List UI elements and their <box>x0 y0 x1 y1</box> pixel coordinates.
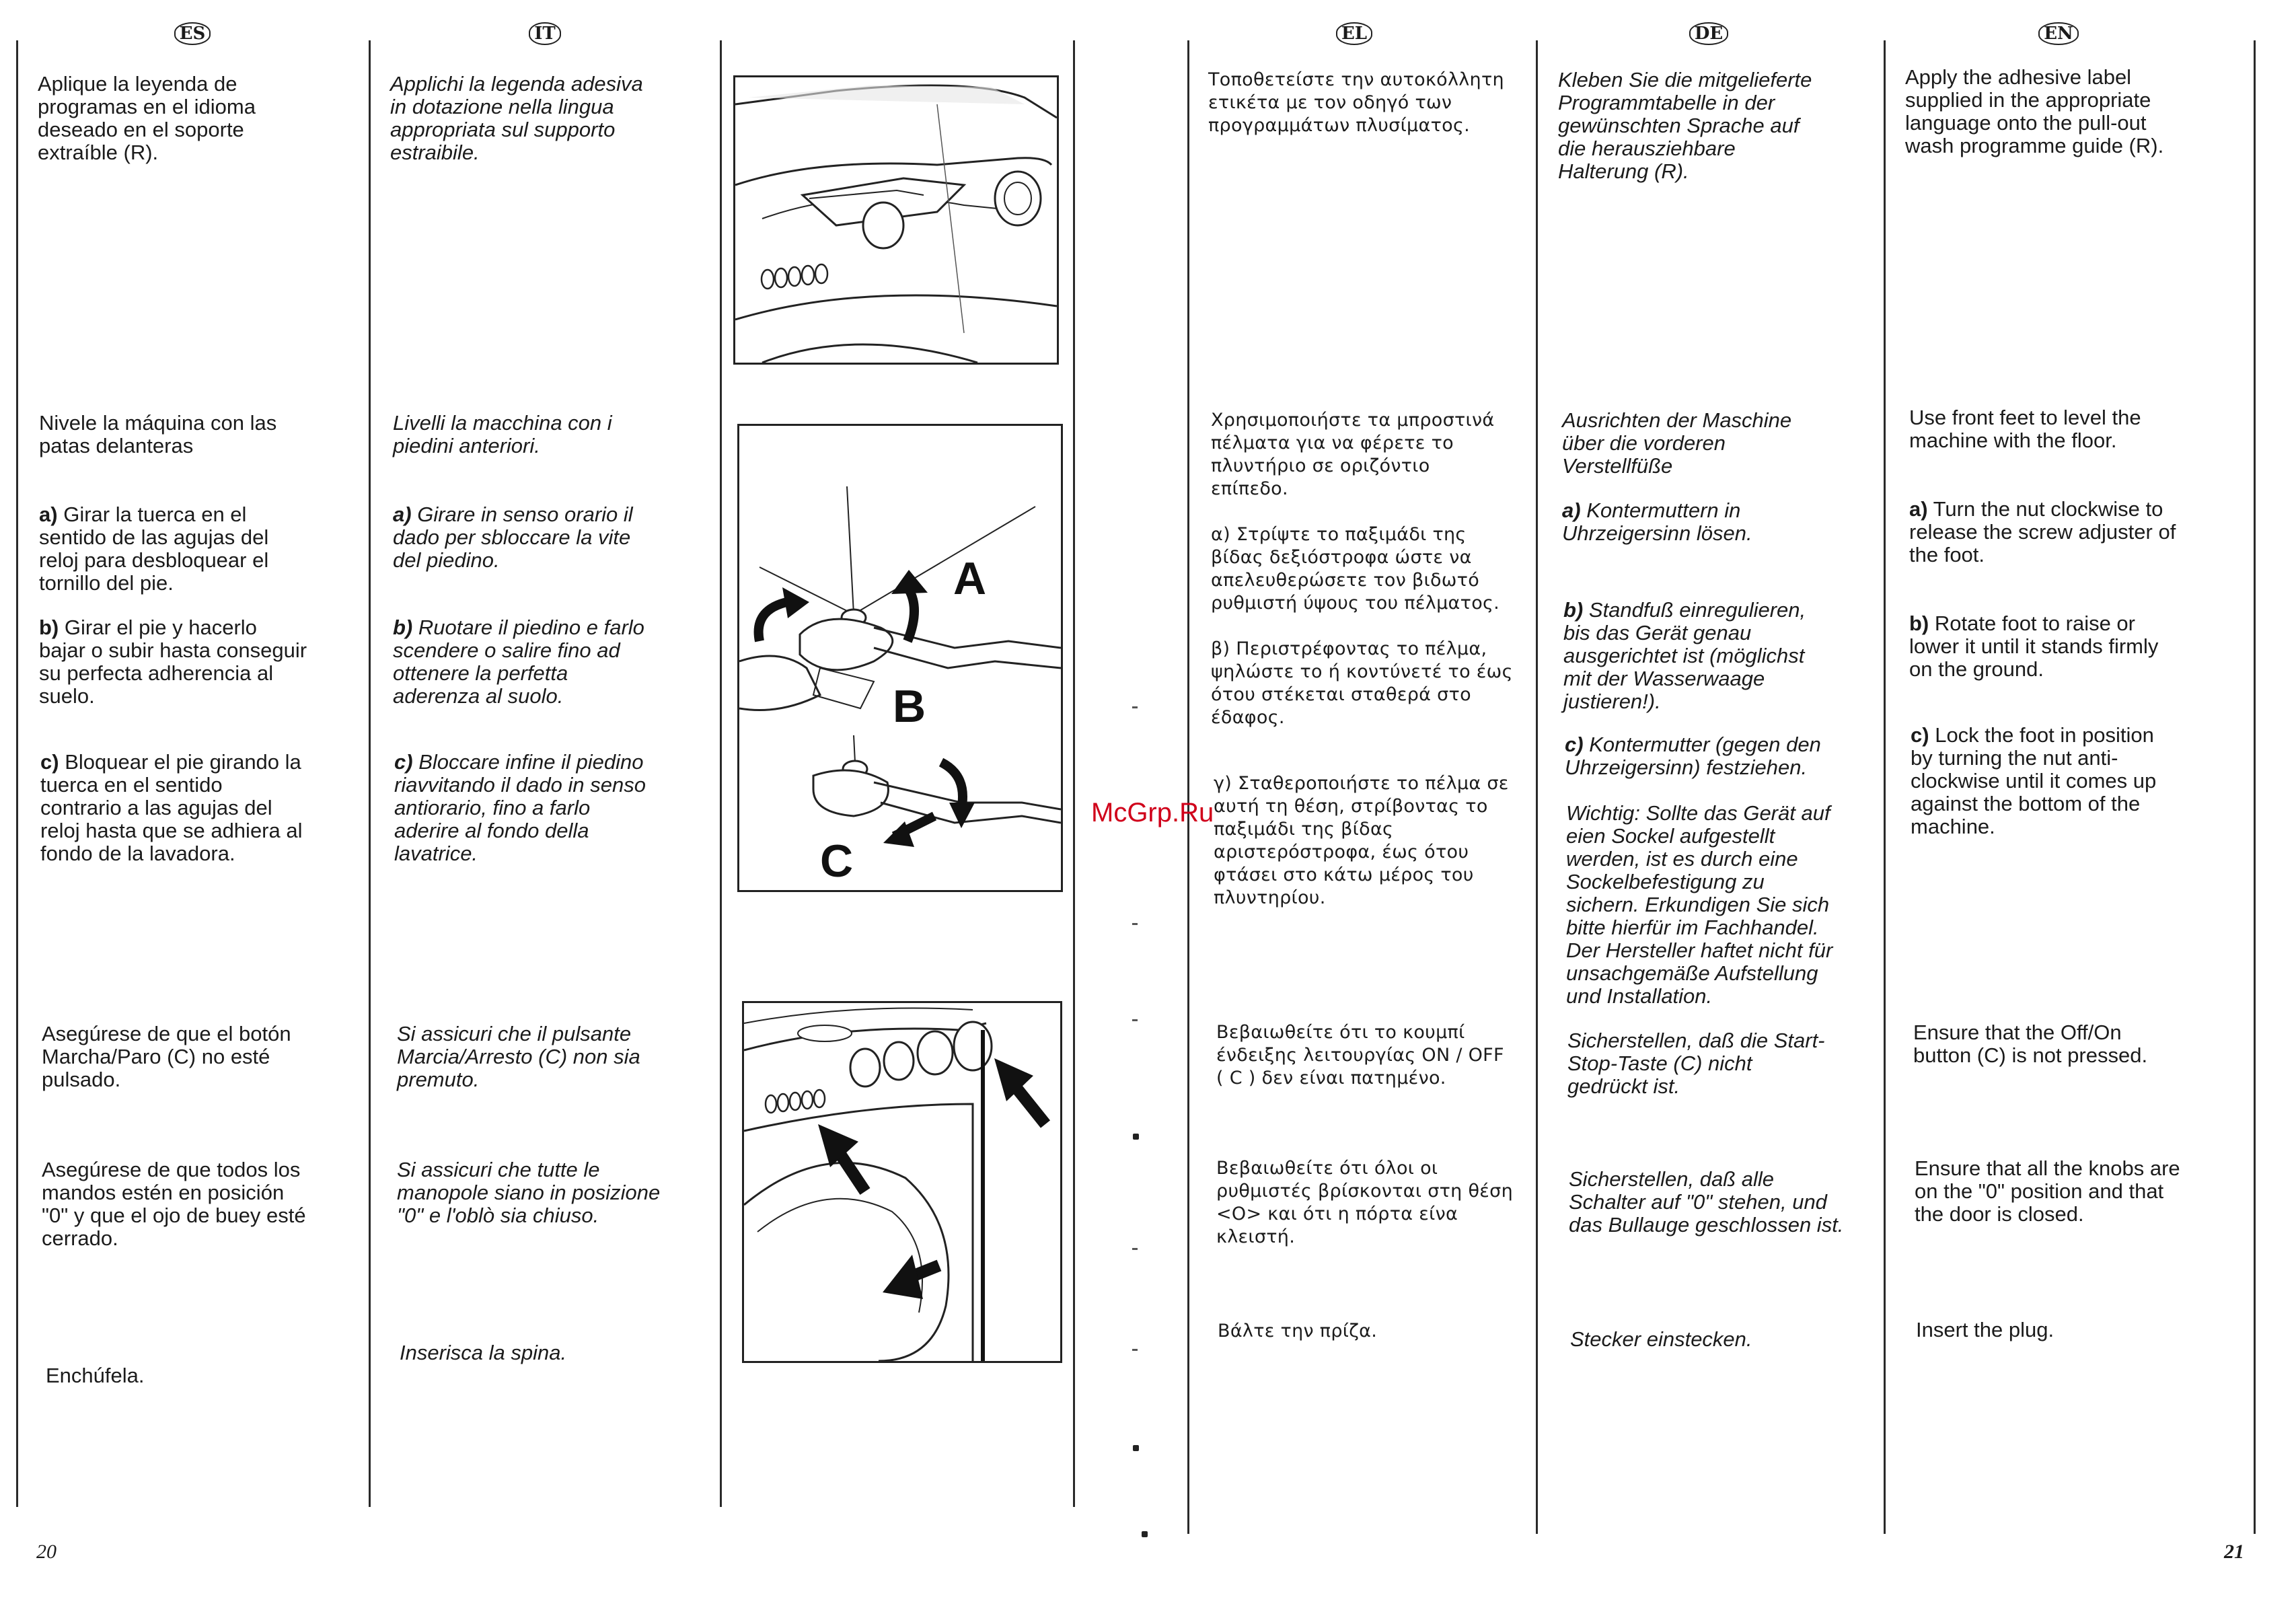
es-label-text: Aplique la leyenda de programas en el idioma deseado en el soporte extraíble (R). <box>38 72 256 164</box>
en-knobs-text: Ensure that all the knobs are on the "0" position and that the door is closed. <box>1915 1156 2180 1226</box>
it-step-b: b) Ruotare il piedino e farlo scendere o salire fino ad ottenere la perfetta aderenza al suolo. <box>393 616 644 708</box>
en-step-c: c) Lock the foot in position by turning the nut anti- clockwise until it comes up against the bottom of the machine. <box>1911 723 2157 838</box>
spine-mark <box>1133 1445 1139 1451</box>
figure-letter-b: B <box>893 681 926 732</box>
page-number-left: 20 <box>36 1541 57 1563</box>
de-button-text: Sicherstellen, daß die Start- Stop-Taste (C) nicht gedrückt ist. <box>1567 1029 1825 1098</box>
divider <box>16 40 18 1507</box>
es-knobs-text: Asegúrese de que todos los mandos estén en posición "0" y que el ojo de buey esté cerrado. <box>42 1158 306 1250</box>
figure-feet-adjustment <box>737 424 1063 892</box>
figure-letter-c: C <box>820 836 854 887</box>
spine-mark <box>1132 706 1138 708</box>
spine-mark <box>1132 923 1138 925</box>
spine-mark <box>1132 1248 1138 1250</box>
el-button-text: Βεβαιωθείτε ότι το κουμπί ένδειξης λειτουργίας ON / OFF ( C ) δεν είναι πατημένο. <box>1216 1022 1504 1089</box>
language-badge-de: DE <box>1689 20 1729 47</box>
divider <box>720 40 722 1507</box>
de-step-b: b) Standfuß einregulieren, bis das Gerät genau ausgerichtet ist (möglichst mit der Wasserwaage justieren!). <box>1563 598 1806 713</box>
watermark: McGrp.Ru <box>1091 798 1214 827</box>
language-badge-it: IT <box>525 20 565 47</box>
it-step-a: a) Girare in senso orario il dado per sbloccare la vite del piedino. <box>393 503 633 572</box>
es-step-b: b) Girar el pie y hacerlo bajar o subir hasta conseguir su perfecta adherencia al suelo. <box>39 616 307 708</box>
es-step-c: c) Bloquear el pie girando la tuerca en el sentido contrario a las agujas del reloj hasta que se adhiera al fondo de la lavadora. <box>40 750 303 865</box>
language-badge-en: EN <box>2038 20 2079 47</box>
language-badge-es: ES <box>172 20 213 47</box>
de-knobs-text: Sicherstellen, daß alle Schalter auf "0" stehen, und das Bullauge geschlossen ist. <box>1569 1167 1844 1237</box>
en-step-b: b) Rotate foot to raise or lower it until it stands firmly on the ground. <box>1909 612 2159 681</box>
language-badge-el: EL <box>1334 20 1374 47</box>
el-step-c: γ) Σταθεροποιήστε το πέλμα σε αυτή τη θέση, στρίβοντας το παξιμάδι της βίδας αριστερόστροφα, έως ότου φτάσει στο κάτω μέρος του πλυντηρίου. <box>1214 773 1509 908</box>
el-step-b: β) Περιστρέφοντας το πέλμα, ψηλώστε το ή κοντύνετέ το έως ότου στέκεται σταθερά στο έδαφος. <box>1211 638 1513 728</box>
es-level-text: Nivele la máquina con las patas delanteras <box>39 411 277 457</box>
es-step-a: a) Girar la tuerca en el sentido de las agujas del reloj para desbloquear el tornillo del pie. <box>39 503 269 595</box>
de-level-text: Ausrichten der Maschine über die vorderen Verstellfüße <box>1562 408 1792 478</box>
en-label-text: Apply the adhesive label supplied in the appropriate language onto the pull-out wash programme guide (R). <box>1905 65 2164 157</box>
divider <box>1884 40 1886 1534</box>
it-level-text: Livelli la macchina con i piedini anteriori. <box>393 411 612 457</box>
el-plug-text: Βάλτε την πρίζα. <box>1218 1321 1378 1341</box>
it-knobs-text: Si assicuri che tutte le manopole siano in posizione "0" e l'oblò sia chiuso. <box>397 1158 661 1227</box>
en-level-text: Use front feet to level the machine with the floor. <box>1909 406 2141 452</box>
spine-mark <box>1132 1349 1138 1351</box>
divider <box>1073 40 1075 1507</box>
divider <box>369 40 371 1507</box>
figure-controls-door <box>742 1001 1062 1363</box>
it-button-text: Si assicuri che il pulsante Marcia/Arresto (C) non sia premuto. <box>397 1022 640 1091</box>
figure-letter-a: A <box>953 553 987 604</box>
de-plug-text: Stecker einstecken. <box>1570 1327 1752 1351</box>
divider <box>1536 40 1538 1534</box>
en-plug-text: Insert the plug. <box>1916 1318 2054 1341</box>
spine-mark <box>1133 1134 1139 1140</box>
page-number-right: 21 <box>2224 1541 2244 1563</box>
it-label-text: Applichi la legenda adesiva in dotazione nella lingua appropriata sul supporto estraibile. <box>390 72 643 164</box>
el-knobs-text: Βεβαιωθείτε ότι όλοι οι ρυθμιστές βρίσκονται στη θέση <O> και ότι η πόρτα είνα κλειστή. <box>1216 1158 1513 1247</box>
en-step-a: a) Turn the nut clockwise to release the screw adjuster of the foot. <box>1909 497 2176 566</box>
it-step-c: c) Bloccare infine il piedino riavvitando il dado in senso antiorario, fino a farlo aderire al fondo della lavatrice. <box>394 750 646 865</box>
es-plug-text: Enchúfela. <box>46 1364 145 1387</box>
el-level-text: Χρησιμοποιήστε τα μπροστινά πέλματα για να φέρετε το πλυντήριο σε οριζόντιο επίπεδο. <box>1211 410 1495 499</box>
el-label-text: Τοποθετείστε την αυτοκόλλητη ετικέτα με τον οδηγό των προγραμμάτων πλυσίματος. <box>1208 69 1504 136</box>
de-label-text: Kleben Sie die mitgelieferte Programmtabelle in der gewünschten Sprache auf die herausziehbare Halterung (R). <box>1558 68 1812 183</box>
en-button-text: Ensure that the Off/On button (C) is not pressed. <box>1913 1021 2148 1067</box>
spine-mark <box>1132 1019 1138 1021</box>
de-step-a: a) Kontermuttern in Uhrzeigersinn lösen. <box>1562 499 1752 545</box>
de-step-c: c) Kontermutter (gegen den Uhrzeigersinn) festziehen. <box>1565 733 1821 779</box>
spine-mark <box>1142 1531 1148 1537</box>
figure-label-holder <box>733 75 1059 365</box>
el-step-a: α) Στρίψτε το παξιμάδι της βίδας δεξιόστροφα ώστε να απελευθερώσετε τον βιδωτό ρυθμιστή ύψους του πέλματος. <box>1211 524 1500 614</box>
it-plug-text: Inserisca la spina. <box>400 1341 567 1364</box>
divider <box>1187 40 1189 1534</box>
divider <box>2254 40 2256 1534</box>
de-note-text: Wichtig: Sollte das Gerät auf eien Sockel aufgestellt werden, ist es durch eine Sockelbefestigung zu sichern. Erkundigen Sie sich bitte hierfür im Fachhandel. Der Hersteller haftet nicht für unsachgemäße Aufstellung und Installation. <box>1566 801 1833 1008</box>
es-button-text: Asegúrese de que el botón Marcha/Paro (C) no esté pulsado. <box>42 1022 291 1091</box>
